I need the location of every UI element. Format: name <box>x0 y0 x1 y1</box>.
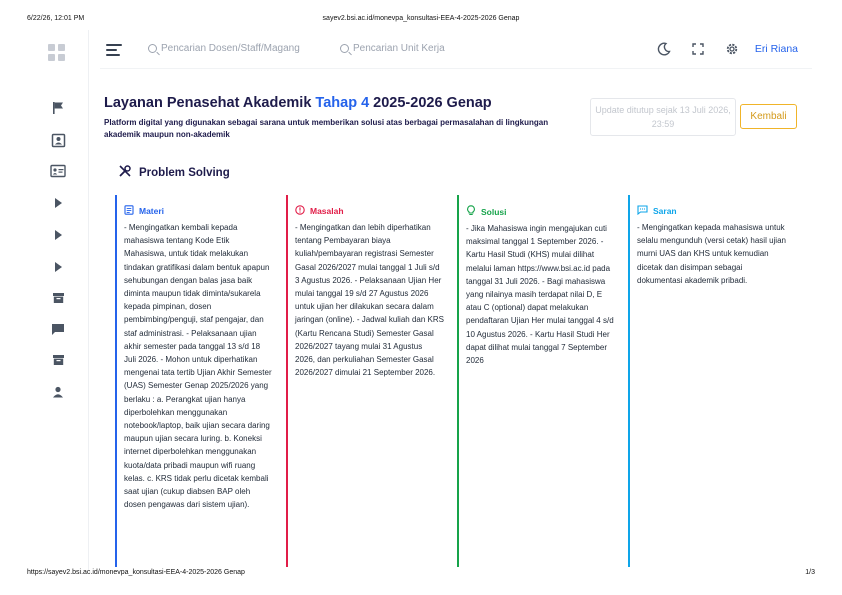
search-icon <box>148 44 157 53</box>
moon-icon[interactable] <box>656 41 672 57</box>
card-text: - Mengingatkan kembali kepada mahasiswa tentang Kode Etik Mahasiswa, untuk tidak melakukan tindakan gratifikasi dalam bentuk apapun sehubungan dengan balas jasa baik diminta maupun tidak diminta/sukarela kepada pimpinan, dosen pembimbing/penguji, staf pengajar, dan staf administrasi. - Pelaksanaan ujian akhir semester pada tanggal 13 s/d 18 Juli 2026. - Mohon untuk diperhatikan mengenai tata tertib Ujian Akhir Semester (UAS) Semester Genap 2025/2026 yang berlaku : a. Perangkat ujian hanya diperbolehkan menggunakan notebook/laptop, baik ujian secara daring maupun ujian secara luring. b. Koneksi internet diperbolehkan menggunakan kuota/data pribadi maupun wifi ruang kelas. c. KRS tidak perlu dicetak kembali saat ujian (cukup diabsen BAP oleh dosen pengawas dari sistem ujian). <box>124 223 272 510</box>
section-title: Problem Solving <box>139 166 230 179</box>
card-text: - Jika Mahasiswa ingin mengajukan cuti maksimal tanggal 1 September 2026. - Kartu Hasil Studi (KHS) mulai dilihat melalui laman https://www.bsi.ac.id pada tanggal 31 Juli 2026. - Bagi mahasiswa yang nilainya masih terdapat nilai D, E atau C (optional) dapat melakukan pendaftaran Ujian Her mulai tanggal 4 s/d 10 Agustus 2026. - Kartu Hasil Studi Her dapat dilihat mulai tanggal 7 September 2026 <box>466 224 614 366</box>
page-number: 1/3 <box>805 569 815 576</box>
gear-icon[interactable] <box>724 41 740 57</box>
card-text: - Mengingatkan dan lebih diperhatikan tentang Pembayaran biaya kuliah/pembayaran registrasi Semester Gasal 2026/2027 mulai tanggal 1 Juli s/d 3 Agustus 2026. - Pelaksanaan Ujian Her mulai tanggal 19 s/d 27 Agustus 2026 untuk ujian her dilakukan secara dalam jaringan (online). - Jadwal kuliah dan KRS (Kartu Rencana Studi) Semester Gasal 2026/2027 tayang mulai 31 Agustus 2026, dan perkuliahan Semester Gasal 2026/2027 dimulai 21 September 2026. <box>295 223 444 378</box>
back-button[interactable]: Kembali <box>740 104 797 129</box>
print-title: sayev2.bsi.ac.id/monevpa_konsultasi-EEA-4-2025-2026 Genap <box>322 15 520 22</box>
tools-icon <box>118 164 132 181</box>
user-icon[interactable] <box>50 384 66 400</box>
search-unit[interactable] <box>340 43 445 54</box>
play-icon[interactable] <box>50 227 66 243</box>
fullscreen-icon[interactable] <box>690 41 706 57</box>
print-url: https://sayev2.bsi.ac.id/monevpa_konsultasi-EEA-4-2025-2026 Genap <box>27 569 245 576</box>
archive-icon[interactable] <box>50 290 66 306</box>
print-header <box>27 15 815 25</box>
flag-icon[interactable] <box>50 100 66 116</box>
card-label: Materi <box>139 206 165 216</box>
card-label: Solusi <box>481 206 507 217</box>
menu-icon[interactable] <box>106 43 122 57</box>
card-materi <box>115 195 279 567</box>
document-icon <box>124 205 134 217</box>
card-masalah <box>286 195 450 567</box>
card-label: Masalah <box>310 206 344 216</box>
search-dosen-placeholder: Pencarian Dosen/Staff/Magang <box>161 43 300 54</box>
id-card-icon[interactable] <box>50 163 66 179</box>
search-dosen[interactable] <box>148 43 300 54</box>
print-datetime: 6/22/26, 12:01 PM <box>27 15 85 22</box>
chat-icon[interactable] <box>50 321 66 337</box>
print-footer <box>27 569 815 579</box>
user-name[interactable]: Eri Riana <box>754 43 798 55</box>
alert-icon <box>295 205 305 217</box>
update-closed-button: Update ditutup sejak 13 Juli 2026, 23:59 <box>590 98 736 136</box>
card-solusi <box>457 195 621 567</box>
chat-icon <box>637 205 648 217</box>
contact-icon[interactable] <box>50 132 66 148</box>
title-prefix: Layanan Penasehat Akademik <box>104 95 316 111</box>
page-title <box>104 95 492 111</box>
section-header <box>118 164 230 181</box>
play-icon[interactable] <box>50 195 66 211</box>
card-text: - Mengingatkan kepada mahasiswa untuk selalu mengunduh (versi cetak) hasil ujian murni UAS dan KHS untuk kemudian dicetak dan disimpan sebagai dokumentasi akademik pribadi. <box>637 223 786 285</box>
card-label: Saran <box>653 206 677 216</box>
page-subtitle: Platform digital yang digunakan sebagai sarana untuk memberikan solusi atas berbagai permasalahan di lingkungan akademik maupun non-akademik <box>104 118 549 139</box>
sidebar <box>28 30 89 570</box>
title-suffix: 2025-2026 Genap <box>369 95 492 111</box>
app-logo[interactable] <box>48 44 66 62</box>
search-icon <box>340 44 349 53</box>
search-unit-placeholder: Pencarian Unit Kerja <box>353 43 445 54</box>
play-icon[interactable] <box>50 259 66 275</box>
title-accent: Tahap 4 <box>315 95 370 111</box>
card-saran <box>628 195 792 567</box>
topbar <box>100 38 812 69</box>
archive-icon[interactable] <box>50 352 66 368</box>
lightbulb-icon <box>466 205 476 218</box>
